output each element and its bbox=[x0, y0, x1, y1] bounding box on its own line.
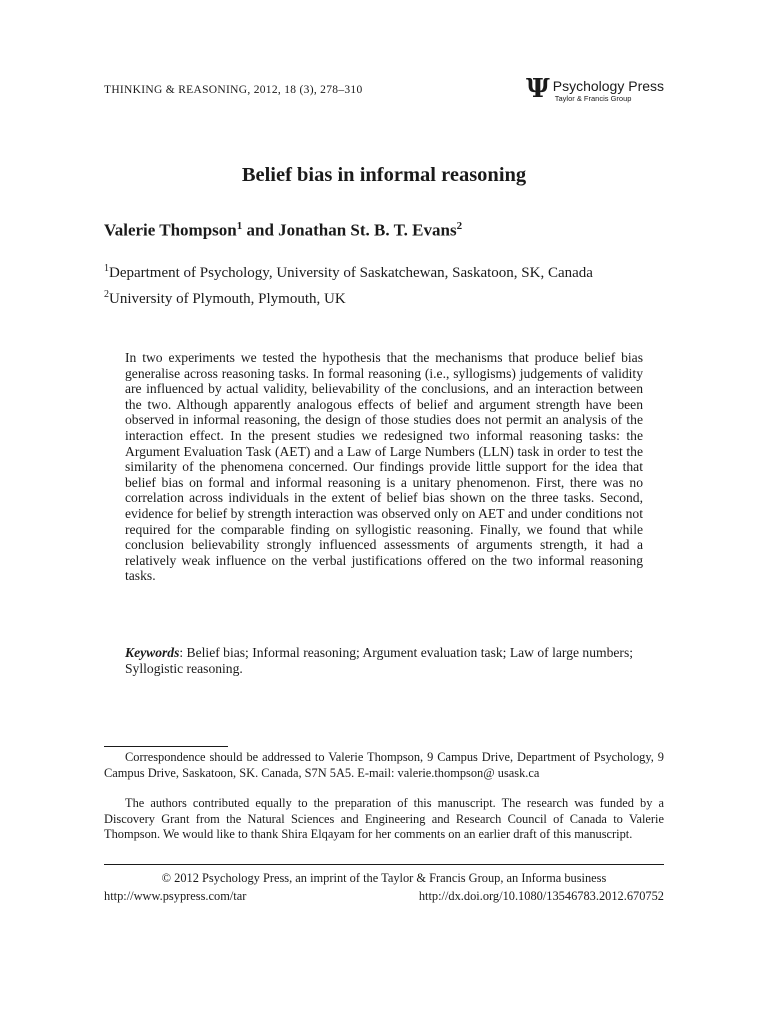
doi-link[interactable]: http://dx.doi.org/10.1080/13546783.2012.670752 bbox=[418, 889, 664, 903]
affiliation-2-mark: 2 bbox=[104, 289, 109, 300]
affiliations bbox=[104, 258, 669, 310]
author-conjunction: and bbox=[242, 220, 279, 240]
author-2: Jonathan St. B. T. Evans bbox=[278, 220, 457, 240]
acknowledgement-footnote bbox=[104, 796, 664, 843]
publisher-logo bbox=[526, 74, 665, 104]
publisher-name: Psychology Press bbox=[552, 78, 665, 94]
abstract: In two experiments we tested the hypothesis that the mechanisms that produce belief bias generalise across reasoning tasks. In formal reasoning (i.e., syllogisms) judgements of validity are influenced by actual validity, believability of the conclusions, and an interaction between the two. Although apparently analogous effects of belief and argument strength have been observed in informal reasoning, the design of those studies does not permit an analysis of the interaction effect. In the present studies we redesigned two informal reasoning tasks: the Argument Evaluation Task (AET) and a Law of Large Numbers (LLN) task in order to test the similarity of the phenomena concerned. Our findings provide little support for the idea that belief bias on formal and informal reasoning is a unitary phenomenon. First, there was no correlation across individuals in the extent of belief bias shown on the three tasks. Second, evidence for belief by strength interaction was observed only on AET and under conditions not required for the comparable finding on syllogistic reasoning. Finally, we found that while conclusion believability strongly influenced assessments of arguments strength, it had a relatively weak influence on the verbal justifications offered on the two informal reasoning tasks. bbox=[125, 350, 643, 584]
affiliation-1 bbox=[104, 258, 669, 284]
publisher-names bbox=[553, 79, 664, 103]
affiliation-1-mark: 1 bbox=[104, 263, 109, 274]
correspondence-text: Correspondence should be addressed to Valerie Thompson, 9 Campus Drive, Department of Psychology, 9 Campus Drive, Saskatoon, SK. Canada, S7N 5A5. E-mail: valerie.thompson@ usask.ca bbox=[104, 750, 664, 780]
keywords-text: : Belief bias; Informal reasoning; Argument evaluation task; Law of large numbers; Syllogistic reasoning. bbox=[125, 645, 634, 676]
correspondence-footnote bbox=[104, 750, 664, 781]
psi-logo-icon: Ψ bbox=[526, 74, 550, 104]
running-head: THINKING & REASONING, 2012, 18 (3), 278–310 bbox=[104, 84, 363, 96]
author-1: Valerie Thompson bbox=[104, 220, 237, 240]
article-title: Belief bias in informal reasoning bbox=[241, 164, 527, 186]
publisher-group: Taylor & Francis Group bbox=[554, 94, 632, 103]
keywords-label: Keywords bbox=[125, 645, 180, 660]
affiliation-2 bbox=[104, 284, 669, 310]
author-1-mark: 1 bbox=[236, 220, 243, 232]
affiliation-2-text: University of Plymouth, Plymouth, UK bbox=[109, 291, 346, 307]
footer-links bbox=[104, 889, 664, 904]
author-line bbox=[104, 220, 462, 241]
footer-divider bbox=[104, 864, 664, 865]
footnote-divider bbox=[104, 746, 228, 747]
copyright-notice: © 2012 Psychology Press, an imprint of the Taylor & Francis Group, an Informa business bbox=[161, 871, 607, 885]
journal-link[interactable]: http://www.psypress.com/tar bbox=[104, 889, 247, 903]
author-2-mark: 2 bbox=[456, 220, 463, 232]
keywords bbox=[125, 645, 643, 676]
affiliation-1-text: Department of Psychology, University of Saskatchewan, Saskatoon, SK, Canada bbox=[109, 265, 593, 281]
acknowledgement-text: The authors contributed equally to the preparation of this manuscript. The research was funded by a Discovery Grant from the Natural Sciences and Engineering and Research Council of Canada to Valerie Thompson. We would like to thank Shira Elqayam for her comments on an earlier draft of this manuscript. bbox=[104, 796, 664, 842]
